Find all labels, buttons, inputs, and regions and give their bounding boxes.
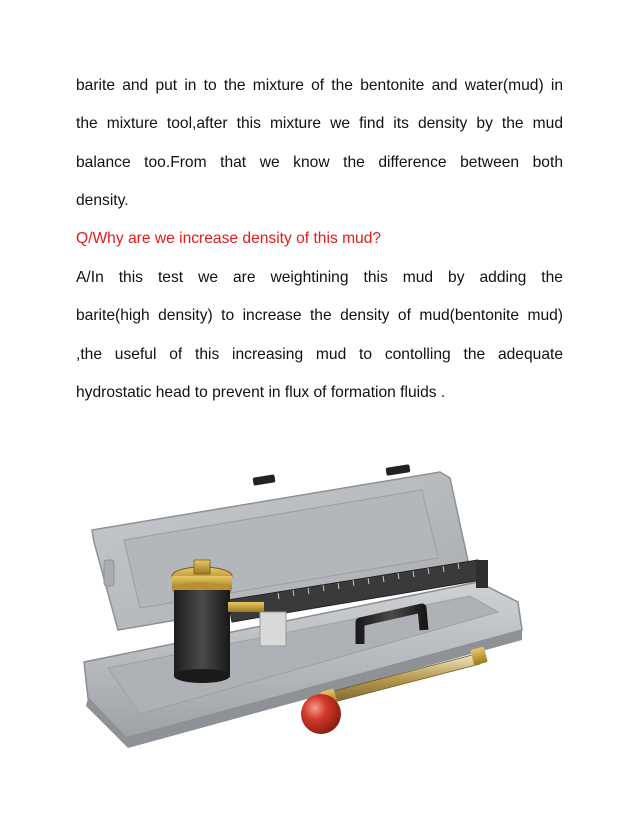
paragraph-line-3: balance too.From that we know the difference between both	[76, 154, 563, 171]
mud-balance-image	[78, 462, 558, 752]
answer-line-1: A/In this test we are weightining this mud by adding the	[76, 269, 563, 286]
question-heading: Q/Why are we increase density of this mud?	[76, 230, 382, 247]
paragraph-line-4: density.	[76, 192, 129, 209]
paragraph-line-2: the mixture tool,after this mixture we find its density by the mud	[76, 115, 563, 132]
answer-line-3: ,the useful of this increasing mud to contolling the adequate	[76, 346, 563, 363]
answer-line-4: hydrostatic head to prevent in flux of formation fluids .	[76, 384, 446, 401]
paragraph-line-1: barite and put in to the mixture of the bentonite and water(mud) in	[76, 77, 563, 94]
answer-line-2: barite(high density) to increase the density of mud(bentonite mud)	[76, 307, 563, 324]
